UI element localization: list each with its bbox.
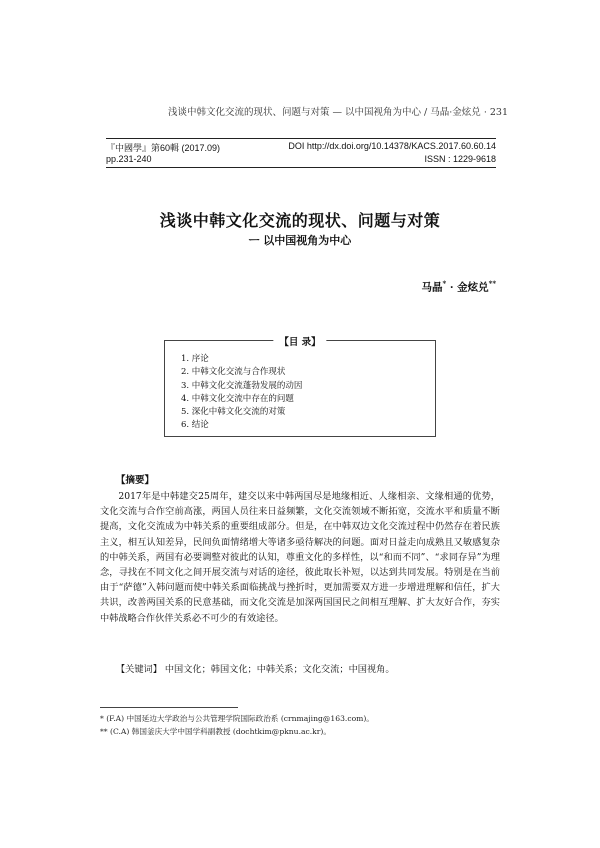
publication-meta-box (106, 138, 496, 168)
toc-list (181, 353, 302, 433)
running-head: 浅谈中韩文化交流的现状、问题与对策 — 以中国视角为中心 / 马晶·金炫兑 · 231 (168, 107, 508, 118)
author-footnote-mark: ** (488, 279, 496, 288)
paper-subtitle: ㅡ 以中国视角为中心 (248, 234, 352, 247)
toc-heading: 【目 录】 (273, 334, 326, 348)
keywords-line: 【关键词】 中国文化；韩国文化；中韩关系；文化交流；中国视角。 (116, 664, 395, 675)
author-name: 金炫兑 (457, 281, 489, 294)
table-of-contents (164, 337, 436, 437)
author-line (422, 279, 496, 295)
paper-title: 浅谈中韩文化交流的现状、问题与对策 (159, 211, 441, 230)
footnote-divider (100, 707, 238, 708)
doi-link[interactable]: DOI http://dx.doi.org/10.14378/KACS.2017.60.60.14 (288, 141, 496, 151)
toc-item[interactable]: 2. 中韩文化交流与合作现状 (181, 367, 286, 378)
toc-item[interactable]: 3. 中韩文化交流蓬勃发展的动因 (181, 380, 303, 391)
footnotes (100, 712, 374, 738)
footnote: ** (C.A) 韩国釜庆大学中国学科副教授 (dochtkim@pknu.ac.kr)。 (100, 727, 331, 736)
abstract-heading: 【摘要】 (116, 475, 155, 486)
author-footnote-mark: * (442, 279, 447, 288)
toc-item[interactable]: 1. 序论 (181, 354, 209, 364)
author-name: 马晶 (421, 281, 443, 294)
abstract-body: 2017年是中韩建交25周年，建交以来中韩两国尽是地缘相近、人缘相亲、文缘相通的优势，文化交流与合作空前高涨，两国人员往来日益频繁，文化交流领域不断拓宽，交流水平和质量不断提高，文化交流成为中韩关系的重要组成部分。但是，在中韩双边文化交流过程中仍然存在着民族主义，相互认知差异，民间负面情绪增大等诸多亟待解决的问题。面对日益走向成熟且又敏感复杂的中韩关系，两国有必要调整对彼此的认知，尊重文化的多样性，以“和而不同”、“求同存异”为理念，寻找在不同文化之间开展交流与对话的途径，彼此取长补短，以达到共同发展。特别是在当前由于“萨德”入韩问题而使中韩关系面临挑战与挫折时，更加需要双方进一步增进理解和信任，扩大共识，改善两国关系的民意基础，而文化交流是加深两国国民之间相互理解、扩大友好合作，夯实中韩战略合作伙伴关系必不可少的有效途径。 (100, 491, 500, 624)
page-range: pp.231-240 (106, 154, 152, 164)
journal-issue: 『中國學』第60輯 (2017.09) (106, 143, 221, 153)
footnote: * (F.A) 中国延边大学政治与公共管理学院国际政治系 (crnmajing@163.com)。 (100, 714, 374, 723)
issn: ISSN : 1229-9618 (424, 154, 496, 164)
author-separator: · (446, 281, 458, 294)
toc-item[interactable]: 4. 中韩文化交流中存在的问题 (181, 393, 294, 404)
toc-item[interactable]: 5. 深化中韩文化交流的对策 (181, 407, 286, 418)
toc-item[interactable]: 6. 结论 (181, 420, 209, 431)
